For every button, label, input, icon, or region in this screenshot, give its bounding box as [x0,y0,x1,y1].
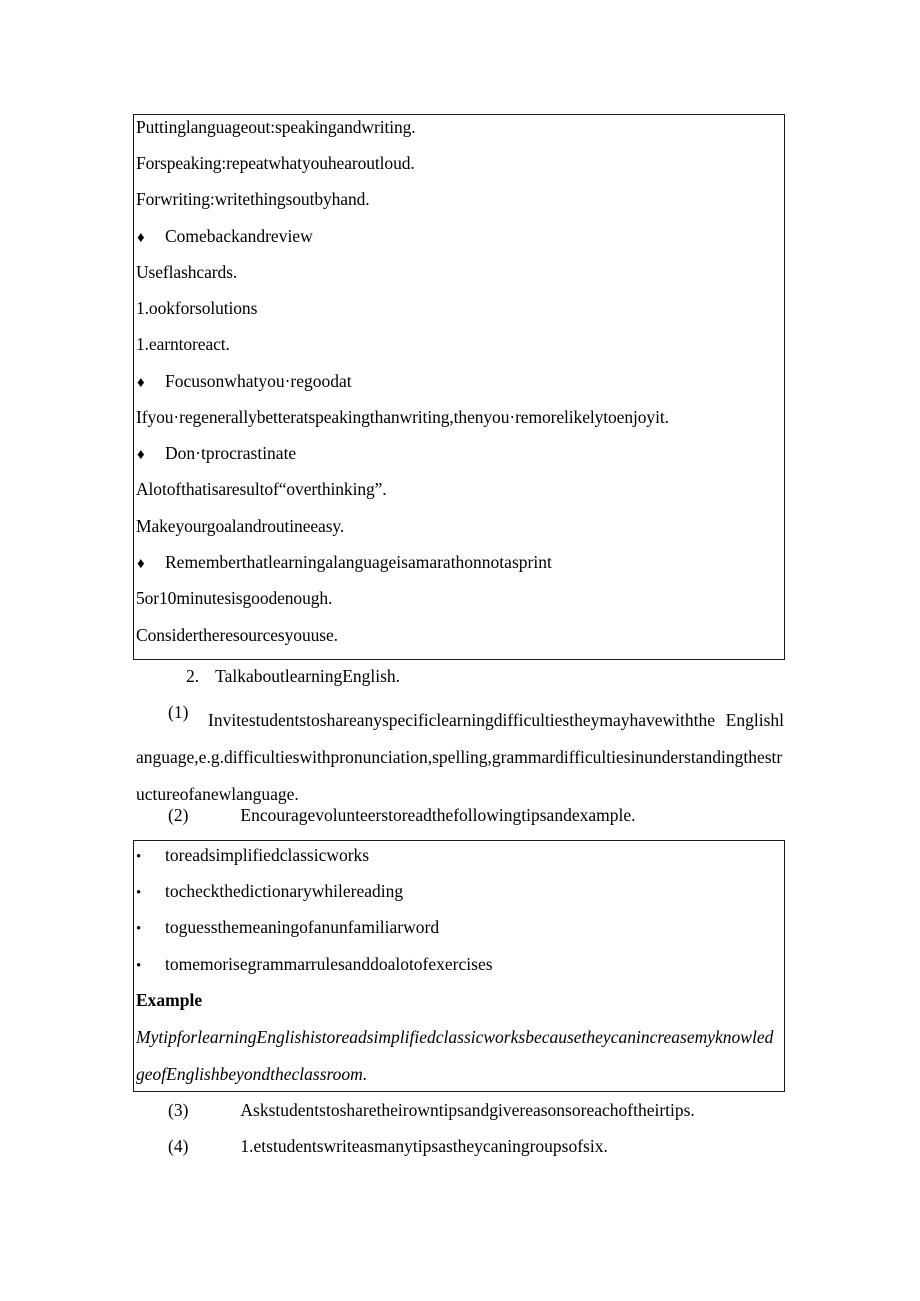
section-2-heading [186,666,400,686]
tips-line-7: 1.earntoreact. [136,334,230,354]
strategy-label: toguessthemeaningofanunfamiliarword [165,917,440,937]
tips-line-6: 1.ookforsolutions [136,298,258,318]
diamond-bullet-icon: ♦ [137,230,145,246]
item-2-label: (2) [168,805,189,825]
tips-line-3: Forwriting:writethingsoutbyhand. [136,189,370,209]
tips-bullet-dont-procrastinate [137,443,296,465]
tips-line-11: Alotofthatisaresultof“overthinking”. [136,479,387,499]
item-4-label: (4) [168,1136,189,1156]
item-4-text: 1.etstudentswriteasmanytipsastheycaningroupsofsix. [240,1136,608,1156]
tips-bullet-focus-on-strengths [137,371,352,393]
item-4 [168,1136,608,1156]
strategy-bullet-memorise-grammar [136,954,493,976]
tips-bullet-marathon-not-sprint [137,552,552,574]
item-1-text: Invitestudentstoshareanyspecificlearningdifficultiestheymayhavewiththe Englishlanguage,e.g.difficultieswithpronunciation,spelling,grammardifficultiesinunderstandingthestructureofanewlanguage. [136,710,784,804]
strategy-bullet-check-dictionary [136,881,403,903]
item-3 [168,1100,695,1120]
strategy-label: toreadsimplifiedclassicworks [165,845,370,865]
round-bullet-icon: • [136,921,142,937]
strategy-bullet-guess-meaning [136,917,439,939]
example-text: MytipforlearningEnglishistoreadsimplifiedclassicworksbecausetheycanincreasemyknowledgeofEnglishbeyondtheclassroom. [136,1027,774,1084]
section-2-title: TalkaboutlearningEnglish. [215,666,401,686]
tips-line-1: Puttinglanguageout:speakingandwriting. [136,117,416,137]
tips-bullet-label: Focusonwhatyou·regoodat [165,371,352,391]
diamond-bullet-icon: ♦ [137,447,145,463]
item-2-text: Encouragevolunteerstoreadthefollowingtipsandexample. [240,805,636,825]
tips-line-15: Considertheresourcesyouuse. [136,625,338,645]
section-2-number: 2. [186,666,200,686]
diamond-bullet-icon: ♦ [137,556,145,572]
tips-line-9: Ifyou·regenerallybetteratspeakingthanwriting,thenyou·remorelikelytoenjoyit. [136,407,669,427]
round-bullet-icon: • [136,958,142,974]
tips-line-14: 5or10minutesisgoodenough. [136,588,333,608]
tips-bullet-label: Rememberthatlearningalanguageisamarathonnotasprint [165,552,552,572]
tips-line-5: Useflashcards. [136,262,238,282]
item-2 [168,805,635,825]
tips-line-2: Forspeaking:repeatwhatyouhearoutloud. [136,153,415,173]
example-heading: Example [136,990,203,1010]
item-3-label: (3) [168,1100,189,1120]
tips-line-12: Makeyourgoalandroutineeasy. [136,516,345,536]
strategy-label: tocheckthedictionarywhilereading [165,881,404,901]
tips-bullet-label: Don·tprocrastinate [165,443,297,463]
tips-bullet-come-back-and-review [137,226,313,248]
diamond-bullet-icon: ♦ [137,375,145,391]
strategy-bullet-read-simplified-works [136,845,369,867]
item-3-text: Askstudentstosharetheirowntipsandgivereasonsoreachoftheirtips. [240,1100,695,1120]
item-1-label: (1) [168,702,189,722]
round-bullet-icon: • [136,849,142,865]
item-1-label-group [168,702,188,722]
tips-bullet-label: Comebackandreview [165,226,313,246]
strategy-label: tomemorisegrammarrulesanddoalotofexercises [165,954,493,974]
round-bullet-icon: • [136,885,142,901]
